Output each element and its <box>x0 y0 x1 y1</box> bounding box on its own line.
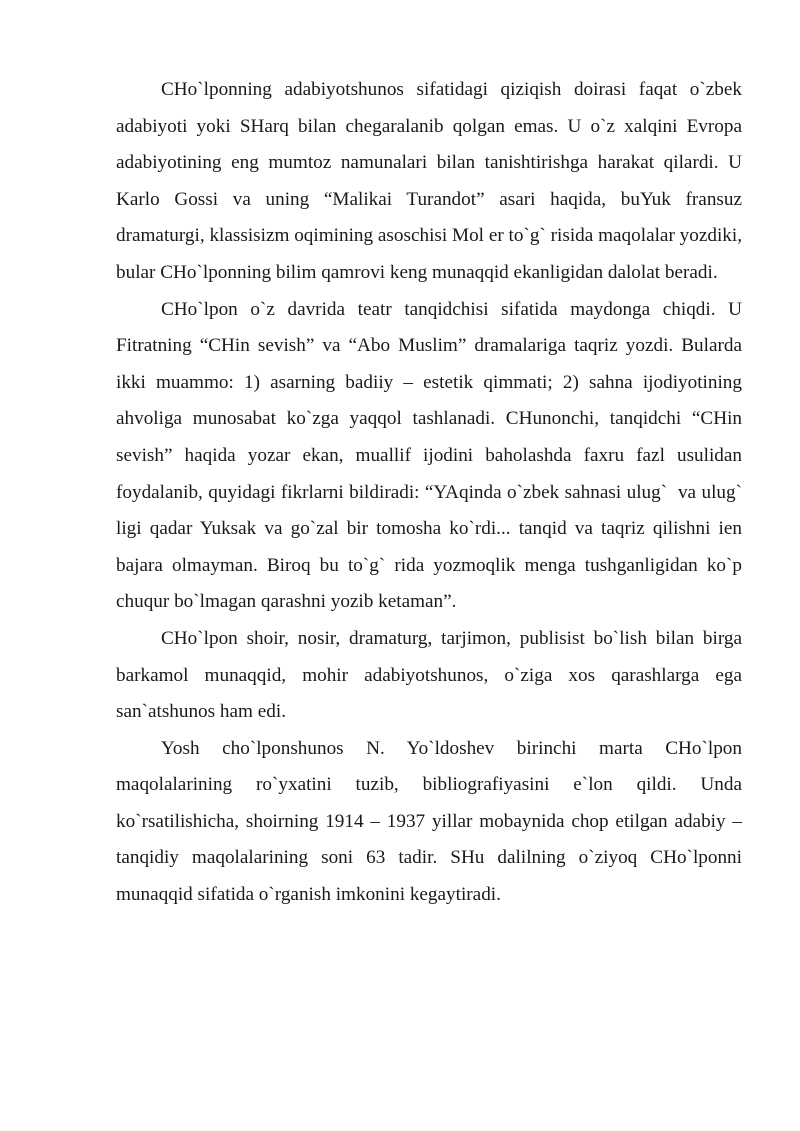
document-page <box>116 72 747 914</box>
paragraph-bibliography: Yosh cho`lponshunos N. Yo`ldoshev birinchi marta CHo`lpon maqolalarining ro`yxatini tuzib, bibliografiyasini e`lon qildi. Unda ko`rsatilishicha, shoirning 1914 – 1937 yillar mobaynida chop etilgan adabiy – tanqidiy maqolalarining soni 63 tadir. SHu dalilning o`ziyoq CHo`lponni munaqqid sifatida o`rganish imkonini kegaytiradi. <box>116 737 747 906</box>
paragraph-cholpon-theatre-critic: CHo`lpon o`z davrida teatr tanqidchisi sifatida maydonga chiqdi. U Fitratning “CHin sevish” va “Abo Muslim” dramalariga taqriz yozdi. Bularda ikki muammo: 1) asarning badiiy – estetik qimmati; 2) sahna ijodiyotining ahvoliga munosabat ko`zga yaqqol tashlanadi. CHunonchi, tanqidchi “CHin sevish” haqida yozar ekan, muallif ijodini baholashda faxru fazl usulidan foydalanib, quyidagi fikrlarni bildiradi: “YAqinda o`zbek sahnasi ulug` va ulug` ligi qadar Yuksak va go`zal bir tomosha ko`rdi... tanqid va taqriz qilishni ien bajara olmayman. Biroq bu to`g` rida yozmoqlik menga tushganligidan ko`p chuqur bo`lmagan qarashni yozib ketaman”. <box>116 298 747 613</box>
paragraph-cholpon-literary-interests: CHo`lponning adabiyotshunos sifatidagi qiziqish doirasi faqat o`zbek adabiyoti yoki SHarq bilan chegaralanib qolgan emas. U o`z xalqini Evropa adabiyotining eng mumtoz namunalari bilan tanishtirishga harakat qilardi. U Karlo Gossi va uning “Malikai Turandot” asari haqida, buYuk fransuz dramaturgi, klassisizm oqimining asoschisi Mol er to`g` risida maqolalar yozdiki, bular CHo`lponning bilim qamrovi keng munaqqid ekanligidan dalolat beradi. <box>116 79 747 283</box>
paragraph-cholpon-roles: CHo`lpon shoir, nosir, dramaturg, tarjimon, publisist bo`lish bilan birga barkamol munaqqid, mohir adabiyotshunos, o`ziga xos qarashlarga ega san`atshunos ham edi. <box>116 627 747 723</box>
